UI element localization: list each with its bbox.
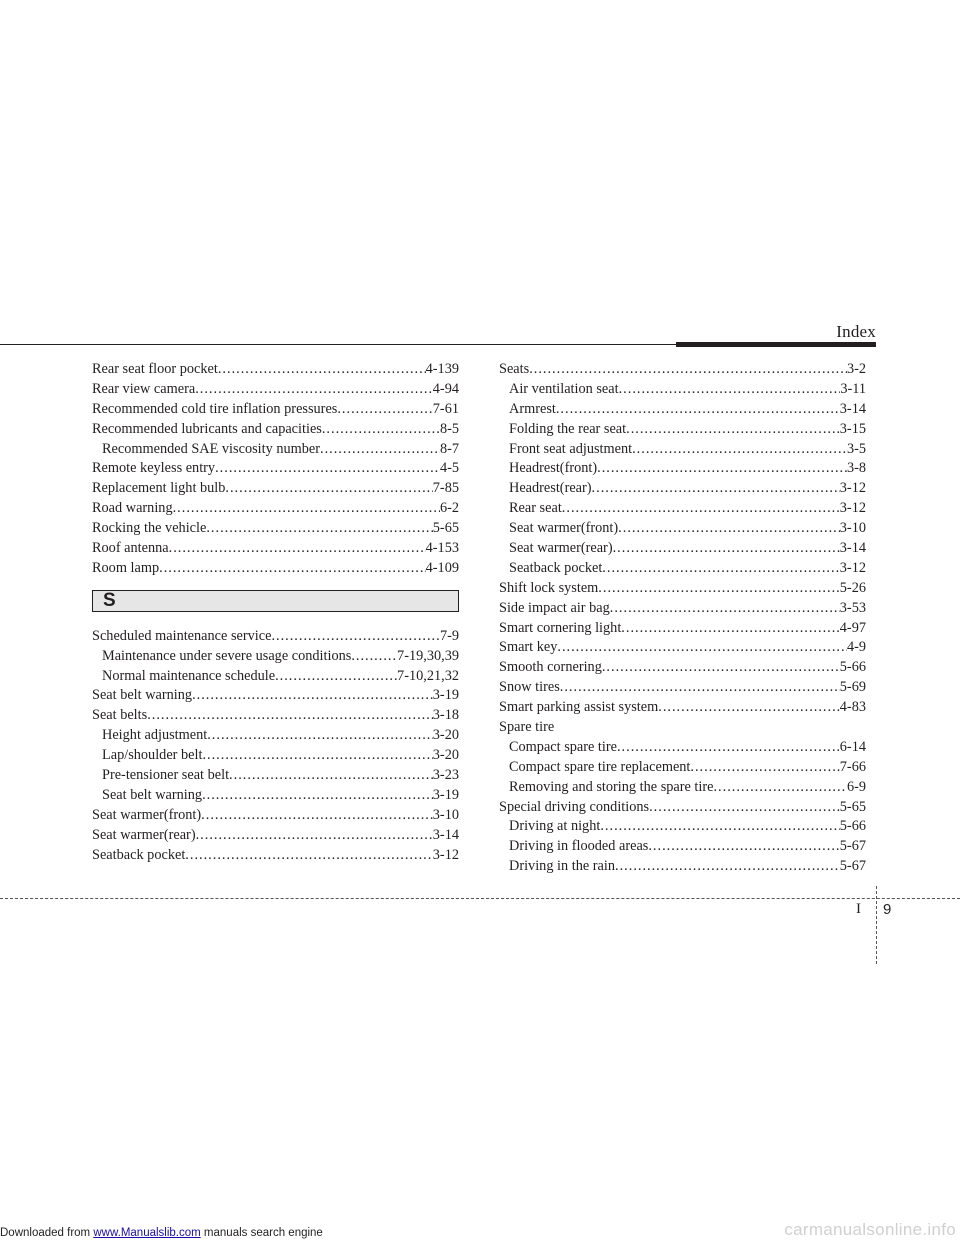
dot-leader — [320, 440, 440, 460]
index-entry — [499, 619, 866, 639]
index-entry — [499, 798, 866, 818]
dot-leader — [690, 758, 839, 778]
entry-label: Seat belt warning — [102, 786, 203, 803]
entry-page-ref: 3-12 — [432, 846, 459, 863]
entry-page-ref: 6-2 — [439, 500, 459, 517]
dot-leader — [202, 786, 433, 806]
entry-label: Front seat adjustment — [509, 440, 633, 457]
entry-page-ref: 4-97 — [839, 619, 866, 636]
index-entry — [92, 360, 459, 380]
dot-leader — [529, 360, 847, 380]
entry-page-ref: 7-9 — [439, 627, 459, 644]
entry-page-ref: 4-139 — [425, 361, 459, 377]
entry-label: Recommended lubricants and capacities — [92, 420, 322, 437]
watermark: carmanualsonline.info — [784, 1220, 956, 1239]
index-subentry — [499, 857, 866, 877]
index-entry — [92, 400, 459, 420]
dot-leader — [202, 746, 432, 766]
dot-leader — [275, 667, 397, 687]
entry-page-ref: 3-19 — [432, 687, 459, 704]
dot-leader — [556, 400, 840, 420]
entry-page-ref: 8-5 — [439, 420, 459, 437]
footer-dashed-rule — [0, 898, 960, 899]
dot-leader — [598, 579, 839, 599]
index-subentry — [499, 837, 866, 857]
index-column-right — [499, 360, 866, 877]
index-subentry — [92, 440, 459, 460]
index-subentry — [499, 758, 866, 778]
index-subentry — [499, 738, 866, 758]
dot-leader — [185, 846, 432, 866]
entry-label: Seat warmer(front) — [509, 520, 619, 537]
entry-page-ref: 3-53 — [839, 599, 866, 616]
entry-page-ref: 3-14 — [839, 400, 866, 417]
dot-leader — [632, 440, 847, 460]
index-subentry — [499, 459, 866, 479]
dot-leader — [713, 778, 846, 798]
entry-page-ref: 3-23 — [432, 767, 459, 784]
index-entry — [92, 686, 459, 706]
entry-label: Headrest(front) — [509, 460, 598, 477]
entry-label: Recommended cold tire inflation pressures — [92, 400, 338, 417]
index-subentry — [499, 420, 866, 440]
dot-leader — [173, 499, 440, 519]
entry-page-ref: 3-12 — [839, 480, 866, 497]
entry-page-ref: 5-65 — [839, 798, 866, 815]
entry-label: Spare tire — [499, 719, 555, 736]
index-subentry — [499, 778, 866, 798]
index-entry — [92, 846, 459, 866]
dot-leader — [562, 499, 840, 519]
index-subentry — [499, 400, 866, 420]
entry-label: Side impact air bag — [499, 599, 610, 616]
entry-page-ref: 3-11 — [840, 380, 866, 397]
entry-page-ref: 5-66 — [839, 659, 866, 676]
entry-page-ref: 8-7 — [439, 440, 459, 457]
index-subentry — [92, 766, 459, 786]
dot-leader — [207, 726, 433, 746]
dot-leader — [218, 360, 426, 380]
index-entry — [499, 599, 866, 619]
index-entry — [92, 826, 459, 846]
entry-label: Seat warmer(rear) — [509, 540, 613, 557]
entry-label: Rear seat floor pocket — [92, 361, 218, 377]
index-entry — [499, 579, 866, 599]
dot-leader — [192, 686, 433, 706]
entry-page-ref: 3-20 — [432, 747, 459, 764]
index-entry — [92, 380, 459, 400]
page-number: 9 — [883, 901, 892, 918]
entry-page-ref: 4-94 — [432, 380, 459, 397]
entry-page-ref: 3-8 — [846, 460, 866, 477]
index-entry — [499, 638, 866, 658]
entry-page-ref: 3-14 — [432, 826, 459, 843]
entry-page-ref: 3-10 — [839, 520, 866, 537]
entry-page-ref: 7-85 — [432, 480, 459, 497]
entry-page-ref: 7-61 — [432, 400, 459, 417]
entry-page-ref: 3-14 — [839, 540, 866, 557]
dot-leader — [610, 599, 840, 619]
index-entry — [92, 420, 459, 440]
entry-label: Removing and storing the spare tire — [509, 778, 714, 795]
entry-page-ref: 3-15 — [839, 420, 866, 437]
entry-page-ref: 5-26 — [839, 579, 866, 596]
entry-label: Lap/shoulder belt — [102, 747, 203, 764]
entry-page-ref: 7-19,30,39 — [397, 647, 459, 664]
footer-vertical-rule — [876, 886, 877, 964]
page-section-label: I — [856, 901, 861, 917]
entry-page-ref: 3-12 — [839, 559, 866, 576]
entry-label: Smart parking assist system — [499, 699, 659, 716]
entry-page-ref: 5-69 — [839, 679, 866, 696]
entry-page-ref: 3-10 — [432, 806, 459, 823]
entry-label: Shift lock system — [499, 579, 599, 596]
entry-label: Seats — [499, 361, 530, 377]
entry-page-ref: 5-67 — [839, 838, 866, 855]
section-letter: S — [103, 589, 116, 611]
entry-page-ref: 4-83 — [839, 699, 866, 716]
entry-page-ref: 3-20 — [432, 727, 459, 744]
entry-label: Remote keyless entry — [92, 460, 216, 477]
index-subentry — [92, 667, 459, 687]
dot-leader — [322, 420, 440, 440]
index-subentry — [499, 380, 866, 400]
entry-label: Compact spare tire — [509, 738, 617, 755]
index-entry — [92, 559, 459, 579]
entry-label: Road warning — [92, 500, 173, 517]
index-list-s-continued — [499, 360, 866, 877]
index-entry — [499, 678, 866, 698]
dot-leader — [600, 817, 839, 837]
index-entry — [92, 539, 459, 559]
index-subentry — [499, 817, 866, 837]
entry-label: Pre-tensioner seat belt — [102, 767, 230, 784]
entry-page-ref: 3-18 — [432, 707, 459, 724]
index-entry — [499, 718, 866, 738]
dot-leader — [626, 420, 840, 440]
dot-leader — [271, 627, 440, 647]
dot-leader — [169, 539, 426, 559]
dot-leader — [206, 519, 432, 539]
dot-leader — [658, 698, 840, 718]
index-entry — [499, 360, 866, 380]
entry-label: Compact spare tire replacement — [509, 758, 691, 775]
index-subentry — [499, 539, 866, 559]
entry-label: Air ventilation seat — [509, 380, 619, 397]
entry-page-ref: 3-2 — [846, 361, 866, 377]
entry-label: Smooth cornering — [499, 659, 602, 676]
dot-leader — [215, 459, 440, 479]
index-entry — [92, 706, 459, 726]
entry-page-ref: 4-153 — [425, 540, 459, 557]
dot-leader — [557, 638, 847, 658]
entry-page-ref: 7-10,21,32 — [397, 667, 459, 684]
index-entry — [92, 806, 459, 826]
entry-page-ref: 4-9 — [846, 639, 866, 656]
entry-label: Scheduled maintenance service — [92, 627, 272, 644]
index-entry — [499, 658, 866, 678]
entry-label: Headrest(rear) — [509, 480, 592, 497]
dot-leader — [597, 459, 847, 479]
entry-page-ref: 6-14 — [839, 738, 866, 755]
entry-label: Maintenance under severe usage conditions — [102, 647, 352, 664]
index-entry — [92, 459, 459, 479]
dot-leader — [592, 479, 840, 499]
index-subentry — [499, 440, 866, 460]
dot-leader — [613, 539, 840, 559]
dot-leader — [196, 826, 433, 846]
dot-leader — [618, 519, 840, 539]
entry-page-ref: 5-67 — [839, 858, 866, 875]
index-subentry — [92, 746, 459, 766]
index-column-left — [92, 360, 459, 865]
dot-leader — [602, 658, 840, 678]
index-list-s — [92, 627, 459, 866]
dot-leader — [337, 400, 432, 420]
index-subentry — [499, 519, 866, 539]
entry-label: Folding the rear seat — [509, 420, 627, 437]
dot-leader — [615, 857, 840, 877]
index-entry — [92, 499, 459, 519]
entry-label: Rocking the vehicle — [92, 520, 207, 537]
entry-label: Seatback pocket — [92, 846, 186, 863]
entry-page-ref: 4-5 — [439, 460, 459, 477]
entry-page-ref: 3-19 — [432, 786, 459, 803]
download-suffix: manuals search engine — [203, 1227, 323, 1239]
dot-leader — [201, 806, 433, 826]
entry-label: Normal maintenance schedule — [102, 667, 276, 684]
manualslib-link[interactable]: www.Manualslib.com — [93, 1227, 201, 1239]
entry-label: Seat warmer(front) — [92, 806, 202, 823]
entry-page-ref: 4-109 — [425, 559, 459, 576]
index-subentry — [499, 559, 866, 579]
dot-leader — [159, 559, 426, 579]
entry-page-ref: 6-9 — [846, 778, 866, 795]
entry-label: Rear view camera — [92, 380, 196, 397]
entry-label: Seat belts — [92, 707, 148, 724]
entry-page-ref: 7-66 — [839, 758, 866, 775]
entry-label: Seat belt warning — [92, 687, 193, 704]
dot-leader — [147, 706, 433, 726]
download-prefix: Downloaded from — [0, 1227, 91, 1239]
entry-label: Room lamp — [92, 559, 160, 576]
entry-label: Special driving conditions — [499, 798, 650, 815]
entry-label: Height adjustment — [102, 727, 208, 744]
section-header-s — [92, 590, 459, 612]
index-entry — [92, 479, 459, 499]
dot-leader — [560, 678, 840, 698]
entry-label: Smart key — [499, 639, 558, 656]
index-subentry — [499, 479, 866, 499]
entry-label: Rear seat — [509, 500, 562, 517]
entry-label: Snow tires — [499, 679, 560, 696]
dot-leader — [225, 479, 432, 499]
entry-label: Roof antenna — [92, 540, 169, 557]
entry-label: Seat warmer(rear) — [92, 826, 196, 843]
page-title: Index — [836, 322, 876, 341]
index-subentry — [92, 786, 459, 806]
dot-leader — [648, 837, 839, 857]
entry-label: Seatback pocket — [509, 559, 603, 576]
download-note — [0, 1227, 323, 1239]
entry-page-ref: 3-12 — [839, 500, 866, 517]
index-subentry — [92, 726, 459, 746]
entry-label: Recommended SAE viscosity number — [102, 440, 320, 457]
dot-leader — [621, 619, 839, 639]
entry-page-ref: 5-66 — [839, 818, 866, 835]
index-entry — [92, 627, 459, 647]
dot-leader — [351, 647, 397, 667]
entry-label: Armrest — [509, 400, 556, 417]
index-subentry — [92, 647, 459, 667]
dot-leader — [617, 738, 840, 758]
entry-label: Driving at night — [509, 818, 601, 835]
dot-leader — [649, 798, 840, 818]
dot-leader — [619, 380, 841, 400]
entry-label: Driving in the rain — [509, 858, 616, 875]
entry-label: Smart cornering light — [499, 619, 622, 636]
entry-label: Driving in flooded areas — [509, 838, 649, 855]
index-entry — [92, 519, 459, 539]
index-entry — [499, 698, 866, 718]
header-rule-accent — [676, 342, 876, 347]
dot-leader — [195, 380, 433, 400]
entry-label: Replacement light bulb — [92, 480, 226, 497]
index-list-r — [92, 360, 459, 579]
dot-leader — [229, 766, 433, 786]
index-subentry — [499, 499, 866, 519]
dot-leader — [602, 559, 839, 579]
entry-page-ref: 3-5 — [846, 440, 866, 457]
entry-page-ref: 5-65 — [432, 520, 459, 537]
